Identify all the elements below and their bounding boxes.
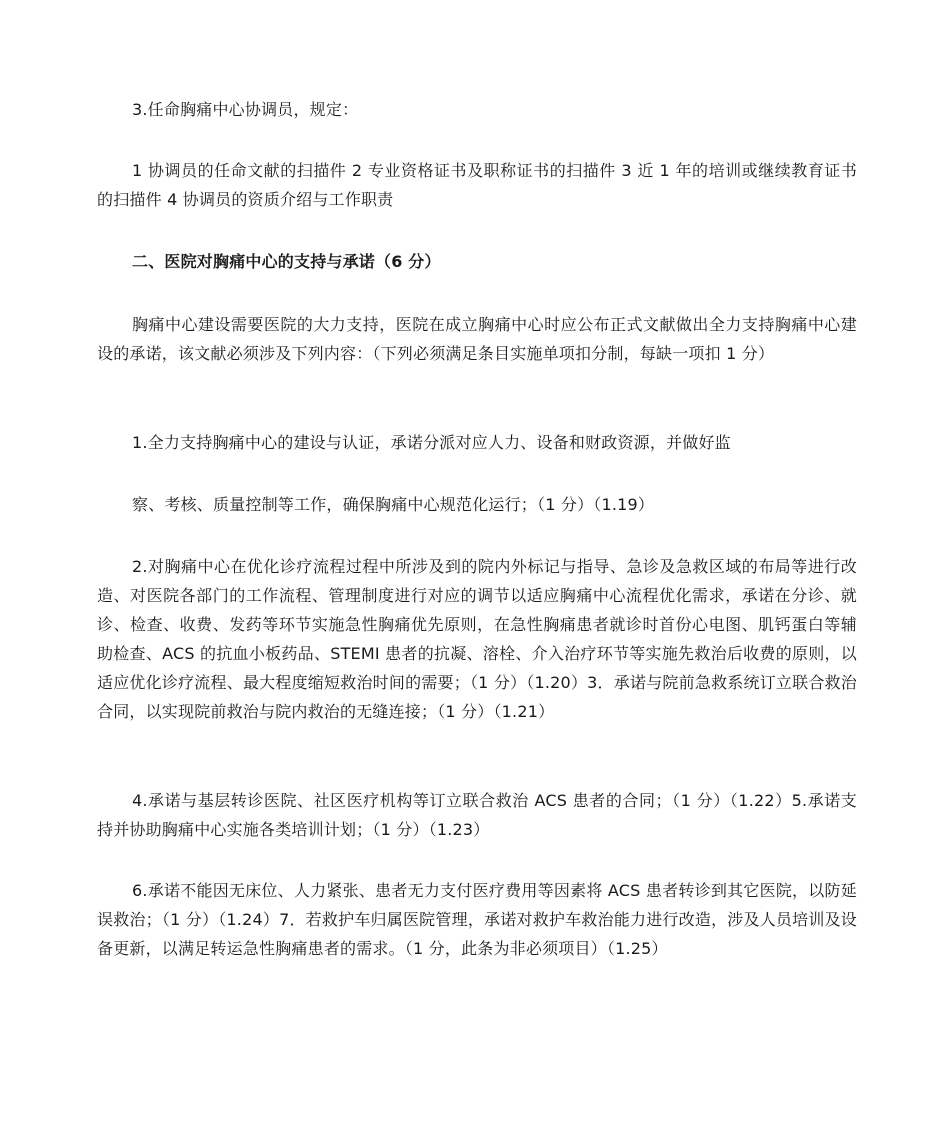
paragraph-item-1-continued: 察、考核、质量控制等工作，确保胸痛中心规范化运行；（1 分）（1.19） [132,495,655,514]
paragraph-coordinator-title: 3.任命胸痛中心协调员，规定： [132,100,359,119]
paragraph-item-1: 1.全力支持胸痛中心的建设与认证，承诺分派对应人力、设备和财政资源，并做好监 [132,433,731,452]
paragraph-items-4-5: 4.承诺与基层转诊医院、社区医疗机构等订立联合救治 ACS 患者的合同；（1 分）（1.22）5.承诺支持并协助胸痛中心实施各类培训计划；（1 分）（1.23） [97,791,857,839]
paragraph-items-2-3: 2.对胸痛中心在优化诊疗流程过程中所涉及到的院内外标记与指导、急诊及急救区域的布局等进行改造、对医院各部门的工作流程、管理制度进行对应的调节以适应胸痛中心流程优化需求，承诺在分诊、就诊、检查、收费、发药等环节实施急性胸痛优先原则，在急性胸痛患者就诊时首份心电图、肌钙蛋白等辅助检查、ACS 的抗血小板药品、STEMI 患者的抗凝、溶栓、介入治疗环节等实施先救治后收费的原则，以适应优化诊疗流程、最大程度缩短救治时间的需要；（1 分）（1.20）3．承诺与院前急救系统订立联合救治合同，以实现院前救治与院内救治的无缝连接；（1 分）（1.21） [97,557,857,721]
section-heading-hospital-support: 二、医院对胸痛中心的支持与承诺（6 分） [132,252,441,271]
paragraph-items-6-7: 6.承诺不能因无床位、人力紧张、患者无力支付医疗费用等因素将 ACS 患者转诊到其它医院，以防延误救治；（1 分）（1.24）7．若救护车归属医院管理，承诺对救护车救治能力进行改造，涉及人员培训及设备更新，以满足转运急性胸痛患者的需求。（1 分，此条为非必须项目）（1.25） [97,881,857,958]
paragraph-support-intro: 胸痛中心建设需要医院的大力支持，医院在成立胸痛中心时应公布正式文献做出全力支持胸痛中心建设的承诺，该文献必须涉及下列内容：（下列必须满足条目实施单项扣分制，每缺一项扣 1 分） [97,315,857,363]
paragraph-coordinator-requirements: 1 协调员的任命文献的扫描件 2 专业资格证书及职称证书的扫描件 3 近 1 年的培训或继续教育证书的扫描件 4 协调员的资质介绍与工作职责 [97,161,857,209]
